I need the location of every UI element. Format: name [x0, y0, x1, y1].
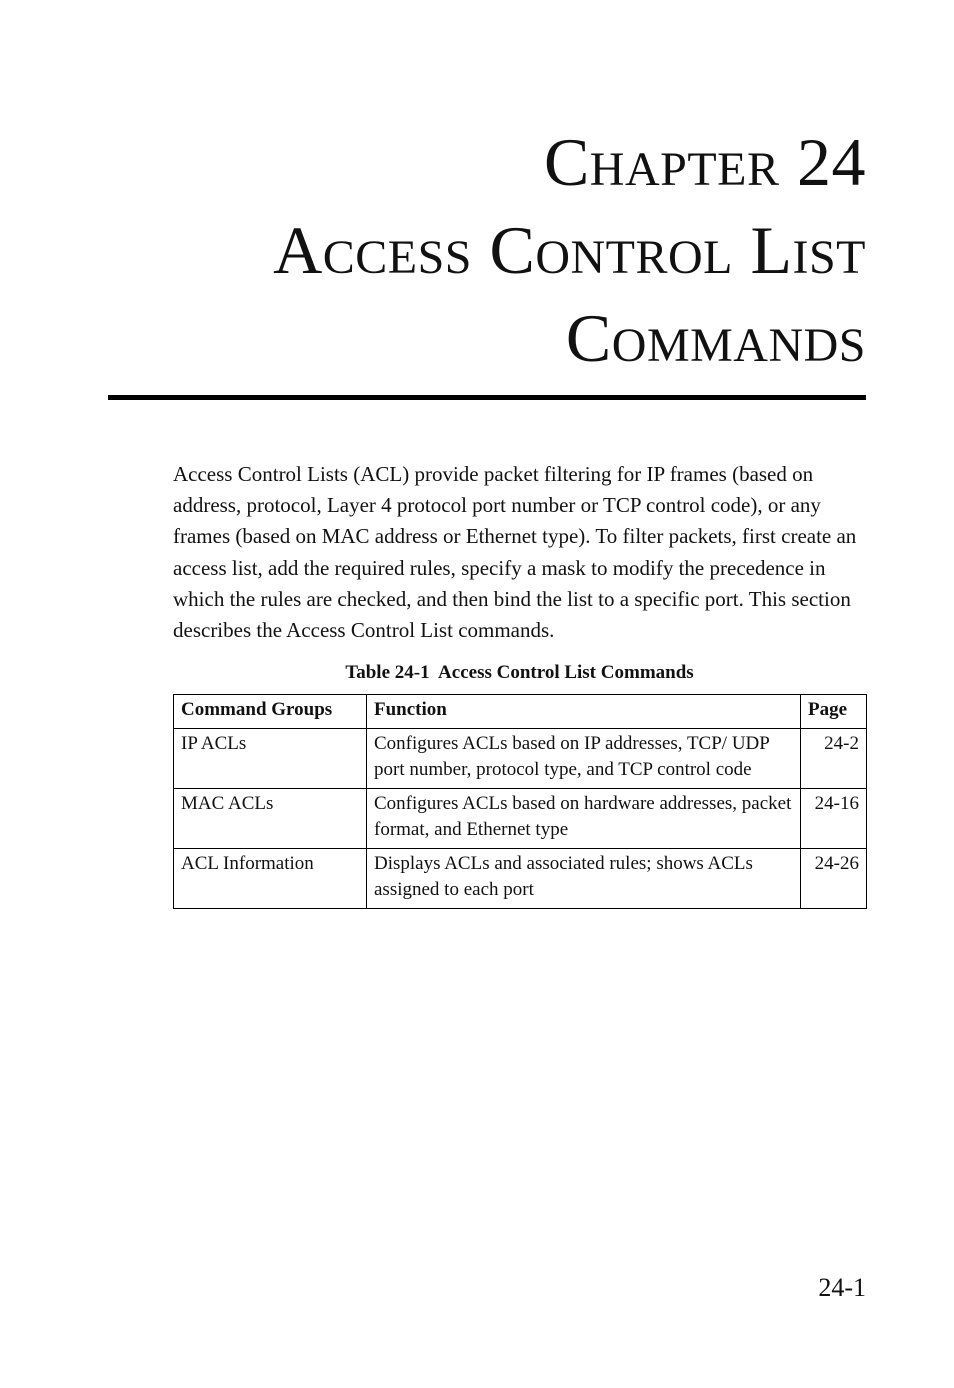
title-divider: [108, 395, 866, 400]
header-command-groups: Command Groups: [174, 695, 367, 729]
cell-command-group: IP ACLs: [174, 728, 367, 788]
table-row: [174, 728, 867, 788]
cell-command-group: MAC ACLs: [174, 788, 367, 848]
cell-page-ref[interactable]: 24-16: [801, 788, 867, 848]
chapter-title: [273, 118, 866, 382]
cell-page-ref[interactable]: 24-2: [801, 728, 867, 788]
chapter-title-line-2: Commands: [565, 300, 866, 376]
cell-page-ref[interactable]: 24-26: [801, 848, 867, 908]
command-groups-table: [173, 694, 867, 909]
chapter-title-line-1: Access Control List: [273, 212, 866, 288]
cell-function: Configures ACLs based on IP addresses, TCP/ UDP port number, protocol type, and TCP control code: [367, 728, 801, 788]
cell-function: Configures ACLs based on hardware addresses, packet format, and Ethernet type: [367, 788, 801, 848]
table-row: [174, 788, 867, 848]
intro-paragraph: Access Control Lists (ACL) provide packet filtering for IP frames (based on address, protocol, Layer 4 protocol port number or TCP control code), or any frames (based on MAC address or Ethernet type). To filter packets, first create an access list, add the required rules, specify a mask to modify the precedence in which the rules are checked, and then bind the list to a specific port. This section describes the Access Control List commands.: [173, 462, 857, 643]
table-caption: Table 24-1 Access Control List Commands: [345, 662, 694, 683]
cell-function: Displays ACLs and associated rules; shows ACLs assigned to each port: [367, 848, 801, 908]
header-page: Page: [801, 695, 867, 729]
table-header-row: [174, 695, 867, 729]
cell-command-group: ACL Information: [174, 848, 367, 908]
header-function: Function: [367, 695, 801, 729]
table-row: [174, 848, 867, 908]
chapter-number: Chapter 24: [543, 124, 866, 200]
page-number: 24-1: [818, 1273, 866, 1302]
